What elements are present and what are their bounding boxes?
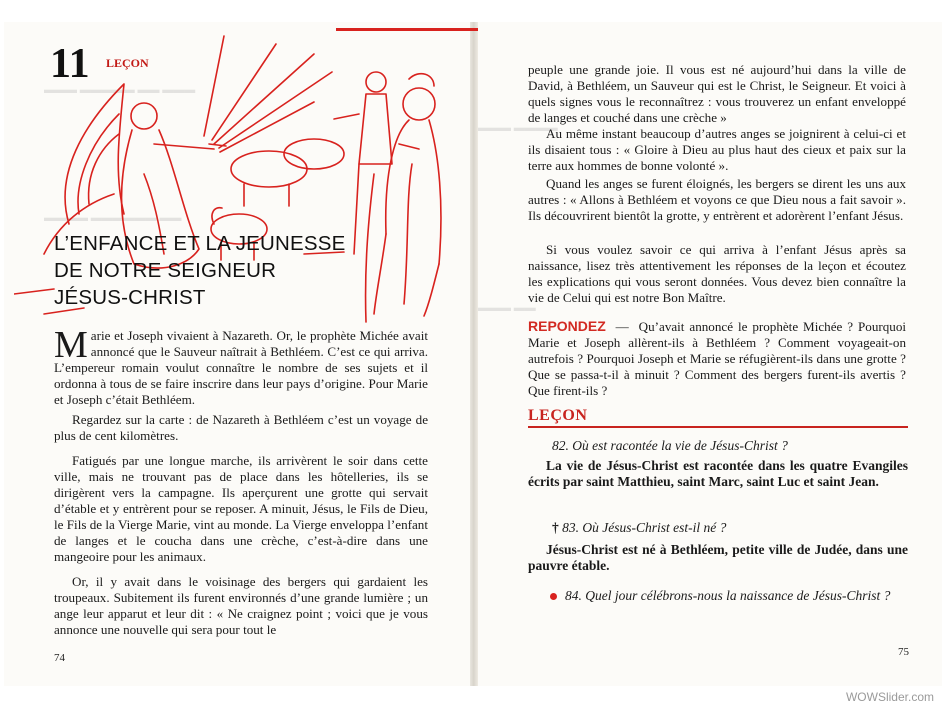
- paragraph-map: Regardez sur la carte : de Nazareth à Bethléem c’est un voyage de plus de cent kilomètres.: [54, 412, 428, 443]
- paragraph-shepherds: Or, il y avait dans le voisinage des bergers qui gardaient les troupeaux. Subitement ils furent environnés d’une grande lumière ; un ange leur apparut et leur dit : « Ne craignez point ; voici que je vous annonce une nouvelle qui sera pour tout le: [54, 574, 428, 637]
- paragraph-intro: [54, 324, 428, 408]
- lesson-title: [54, 230, 346, 311]
- page-number-right: 75: [898, 646, 909, 658]
- paragraph-gloria: Au même instant beaucoup d’autres anges se joignirent à celui-ci et ils disaient tous : « Gloire à Dieu au plus haut des cieux et paix sur la terre aux hommes de bonne volonté ».: [528, 126, 906, 173]
- lecon-heading: LEÇON: [528, 407, 588, 424]
- repondez-block: [528, 318, 906, 399]
- title-line-3: JÉSUS-CHRIST: [54, 286, 206, 309]
- page-number-left: 74: [54, 652, 65, 664]
- bleed-through-text: ▬▬▬▬ ▬▬▬▬▬▬ ▬▬: [44, 212, 182, 224]
- repondez-questions: Qu’avait annoncé le prophète Michée ? Pourquoi Marie et Joseph allèrent-ils à Bethléem ? Comment voyageait-on autrefois ? Pourquoi Joseph et Marie se réfugièrent-ils dans une grotte ? Que se passa-t-il à minuit ? Comment des bergers furent-ils avertis ? Que firent-ils ?: [528, 319, 907, 398]
- title-line-2: DE NOTRE SEIGNEUR: [54, 259, 277, 282]
- lecon-rule: [528, 426, 908, 428]
- paragraph-advice: Si vous voulez savoir ce qui arriva à l’enfant Jésus après sa naissance, lisez très attentivement les réponses de la leçon et écoutez les explications qui vous seront données. Vous devez bien connaître la vie de Celui qui est notre Bon Maître.: [528, 242, 906, 305]
- question-82: 82. Où est racontée la vie de Jésus-Christ ?: [552, 438, 788, 453]
- right-page: [478, 22, 942, 686]
- open-book: [4, 22, 942, 686]
- repondez-dash: —: [615, 319, 629, 334]
- book-gutter: [470, 22, 478, 686]
- answer-82: La vie de Jésus-Christ est racontée dans les quatre Evangiles écrits par saint Matthieu, saint Marc, saint Luc et saint Jean.: [528, 458, 908, 489]
- bleed-through-text: ▬▬▬ ▬▬▬▬▬ ▬▬ ▬▬▬: [44, 84, 196, 96]
- paragraph-journey: Fatigués par une longue marche, ils arrivèrent le soir dans cette ville, mais ne trouvant pas de place dans les hôtelleries, ils se dirigèrent vers la campagne. Ils aperçurent une grotte qui servait d’étable et y entrèrent pour se reposer. A minuit, Jésus, le Fils de Dieu, le Fils de la Vierge Marie, vint au monde. La Vierge enveloppa l’enfant de langes et le coucha dans une crèche, c’est-à-dire dans une mangeoire pour les animaux.: [54, 453, 428, 564]
- paragraph-adoration: Quand les anges se furent éloignés, les bergers se dirent les uns aux autres : « Allons à Bethléem et voyons ce que Dieu nous a fait savoir ». Ils découvrirent bientôt la grotte, y entrèrent et adorèrent l’enfant Jésus.: [528, 176, 906, 223]
- answer-83: Jésus-Christ est né à Bethléem, petite ville de Judée, dans une pauvre étable.: [528, 542, 908, 573]
- red-bullet-icon: [550, 593, 557, 600]
- paragraph-intro-text: arie et Joseph vivaient à Nazareth. Or, le prophète Michée avait annoncé que le Sauveur naîtrait à Bethléem. C’est ce qui arriva. L’empereur romain voulut connaître le nombre de ses sujets et il ordonna à tous de se faire inscrire dans leur pays d’origine. Pour Marie et Joseph c’était Bethléem.: [54, 328, 428, 407]
- cross-mark: †: [552, 520, 559, 535]
- left-page: [4, 22, 470, 686]
- paragraph-angel-message: peuple une grande joie. Il vous est né aujourd’hui dans la ville de David, à Bethléem, un Sauveur qui est le Christ, le Seigneur. Et voici à quels signes vous le reconnaîtrez : vous trouverez un enfant enveloppé de langes et couché dans une crèche »: [528, 62, 906, 125]
- lesson-number: 11: [50, 41, 90, 87]
- repondez-label: REPONDEZ: [528, 318, 606, 334]
- question-83-text: 83. Où Jésus-Christ est-il né ?: [562, 520, 727, 535]
- question-84-text: 84. Quel jour célébrons-nous la naissance de Jésus-Christ ?: [565, 588, 891, 603]
- bleed-through-text: ▬▬▬ ▬▬: [478, 302, 536, 314]
- question-84: [528, 588, 908, 604]
- bleed-through-text: ▬▬▬ ▬▬▬▬: [478, 122, 558, 134]
- drop-cap: M: [54, 324, 88, 366]
- lesson-label: LEÇON: [106, 56, 149, 70]
- title-line-1: L’ENFANCE ET LA JEUNESSE: [54, 232, 346, 255]
- question-83: [552, 520, 908, 536]
- watermark: WOWSlider.com: [845, 690, 934, 704]
